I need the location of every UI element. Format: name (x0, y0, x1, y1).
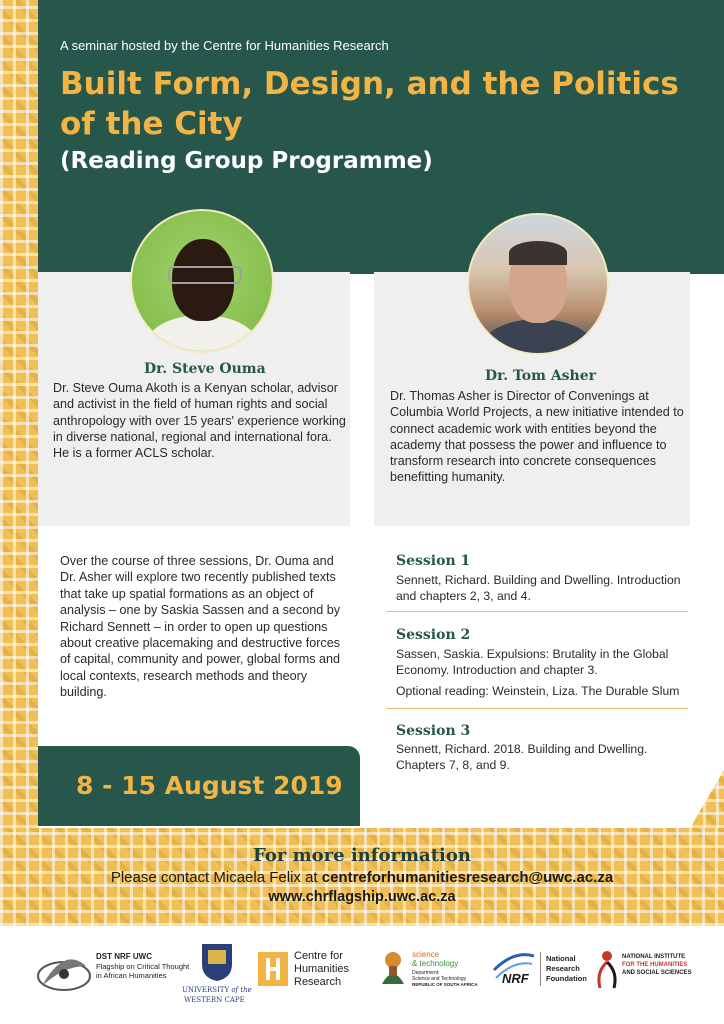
session-3-title: Session 3 (396, 723, 471, 739)
nrf-logo-line: Research (546, 964, 580, 973)
chr-logo (258, 950, 368, 1000)
dst-logo-line: REPUBLIC OF SOUTH AFRICA (412, 982, 478, 987)
session-3-text: Sennett, Richard. 2018. Building and Dwelling. Chapters 7, 8, and 9. (396, 742, 648, 772)
dst-logo-line: Science and Technology (412, 976, 467, 982)
uwc-crest-icon (200, 942, 234, 982)
website-link[interactable]: www.chrflagship.uwc.ac.za (268, 889, 456, 905)
dst-logo (378, 948, 488, 998)
nrf-divider (540, 952, 541, 986)
speaker-bio: Dr. Steve Ouma Akoth is a Kenyan scholar, advisor and activist in the field of human rights and social anthropology with over 15 years' experience working in diverse national, regional and international fora. He is a former ACLS scholar. (53, 381, 346, 461)
contact-email-link[interactable]: centreforhumanitiesresearch@uwc.ac.za (321, 869, 614, 886)
uwc-logo-line (182, 986, 252, 994)
left-pattern-strip (0, 0, 38, 828)
coat-of-arms-icon (378, 950, 408, 986)
uwc-university: UNIVERSITY (182, 986, 230, 994)
flagship-emblem-icon (34, 946, 94, 1002)
nrf-logo-line: National (546, 954, 576, 963)
flagship-logo-line: DST NRF UWC (96, 952, 152, 961)
page-title: Built Form, Design, and the Politics of the City (60, 66, 679, 142)
flagship-logo-line: Flagship on Critical Thought (96, 962, 190, 971)
event-date: 8 - 15 August 2019 (76, 771, 343, 800)
logo-footer (0, 926, 724, 1024)
session-2-text: Sassen, Saskia. Expulsions: Brutality in the Global Economy. Introduction and chapter 3. (396, 647, 669, 677)
session-2-title: Session 2 (396, 627, 471, 643)
dst-logo-line: science (412, 950, 440, 959)
avatar-shirt (481, 319, 595, 355)
nihss-logo-line: AND SOCIAL SCIENCES (622, 970, 692, 976)
session-divider (386, 611, 688, 612)
uwc-western-cape: WESTERN CAPE (184, 996, 245, 1004)
session-1-title: Session 1 (396, 553, 471, 569)
info-title: For more information (253, 845, 471, 866)
session-1-text: Sennett, Richard. Building and Dwelling. Introduction and chapters 2, 3, and 4. (396, 573, 681, 603)
avatar-tom-asher (467, 213, 609, 355)
session-2-optional: Optional reading: Weinstein, Liza. The Durable Slum (396, 684, 680, 698)
hosted-by-text: A seminar hosted by the Centre for Humanities Research (60, 38, 389, 53)
speaker-bio: Dr. Thomas Asher is Director of Convenings at Columbia World Projects, a new initiative intended to connect academic work with entities beyond the academy that possess the power and influence to transform research into concrete consequences benefitting humanity. (390, 389, 684, 485)
speaker-name: Dr. Tom Asher (485, 368, 597, 384)
dst-logo-line: & technology (412, 959, 459, 968)
nrf-logo (492, 950, 596, 1000)
contact-prefix: Please contact Micaela Felix at (110, 869, 322, 886)
uwc-logo (180, 942, 260, 1022)
avatar-hair (509, 241, 567, 265)
nihss-logo-line: FOR THE HUMANITIES (622, 962, 688, 968)
uwc-of-the: of the (231, 986, 252, 994)
chr-logo-line: Research (294, 976, 342, 988)
session-divider (386, 708, 688, 709)
nihss-figure-icon (594, 948, 620, 990)
nihss-logo-line: NATIONAL INSTITUTE (622, 954, 686, 960)
right-pattern-corner (690, 770, 724, 828)
speaker-name: Dr. Steve Ouma (144, 361, 266, 377)
nihss-logo (594, 948, 720, 998)
chr-logo-line: Centre for (294, 950, 343, 962)
contact-line (0, 869, 724, 886)
glasses-icon (168, 266, 242, 284)
avatar-steve-ouma (130, 209, 274, 353)
chr-logo-line: Humanities (294, 963, 350, 975)
svg-text:NRF: NRF (502, 971, 529, 984)
dst-logo-line: Department: (412, 970, 440, 976)
programme-description: Over the course of three sessions, Dr. Ouma and Dr. Asher will explore two recently published texts that take up spatial formations as an object of analysis – one by Saskia Sassen and a second by Richard Sennett – in order to open up questions about creative placemaking and destructive forces of capital, community and power, global forms and local contexts, research methods and theory building. (60, 554, 341, 700)
flagship-logo-line: in African Humanities (96, 971, 167, 980)
nrf-mark-icon (492, 950, 536, 984)
chr-mark-icon (258, 952, 288, 986)
page-subtitle: (Reading Group Programme) (60, 148, 433, 174)
nrf-logo-line: Foundation (546, 974, 587, 983)
